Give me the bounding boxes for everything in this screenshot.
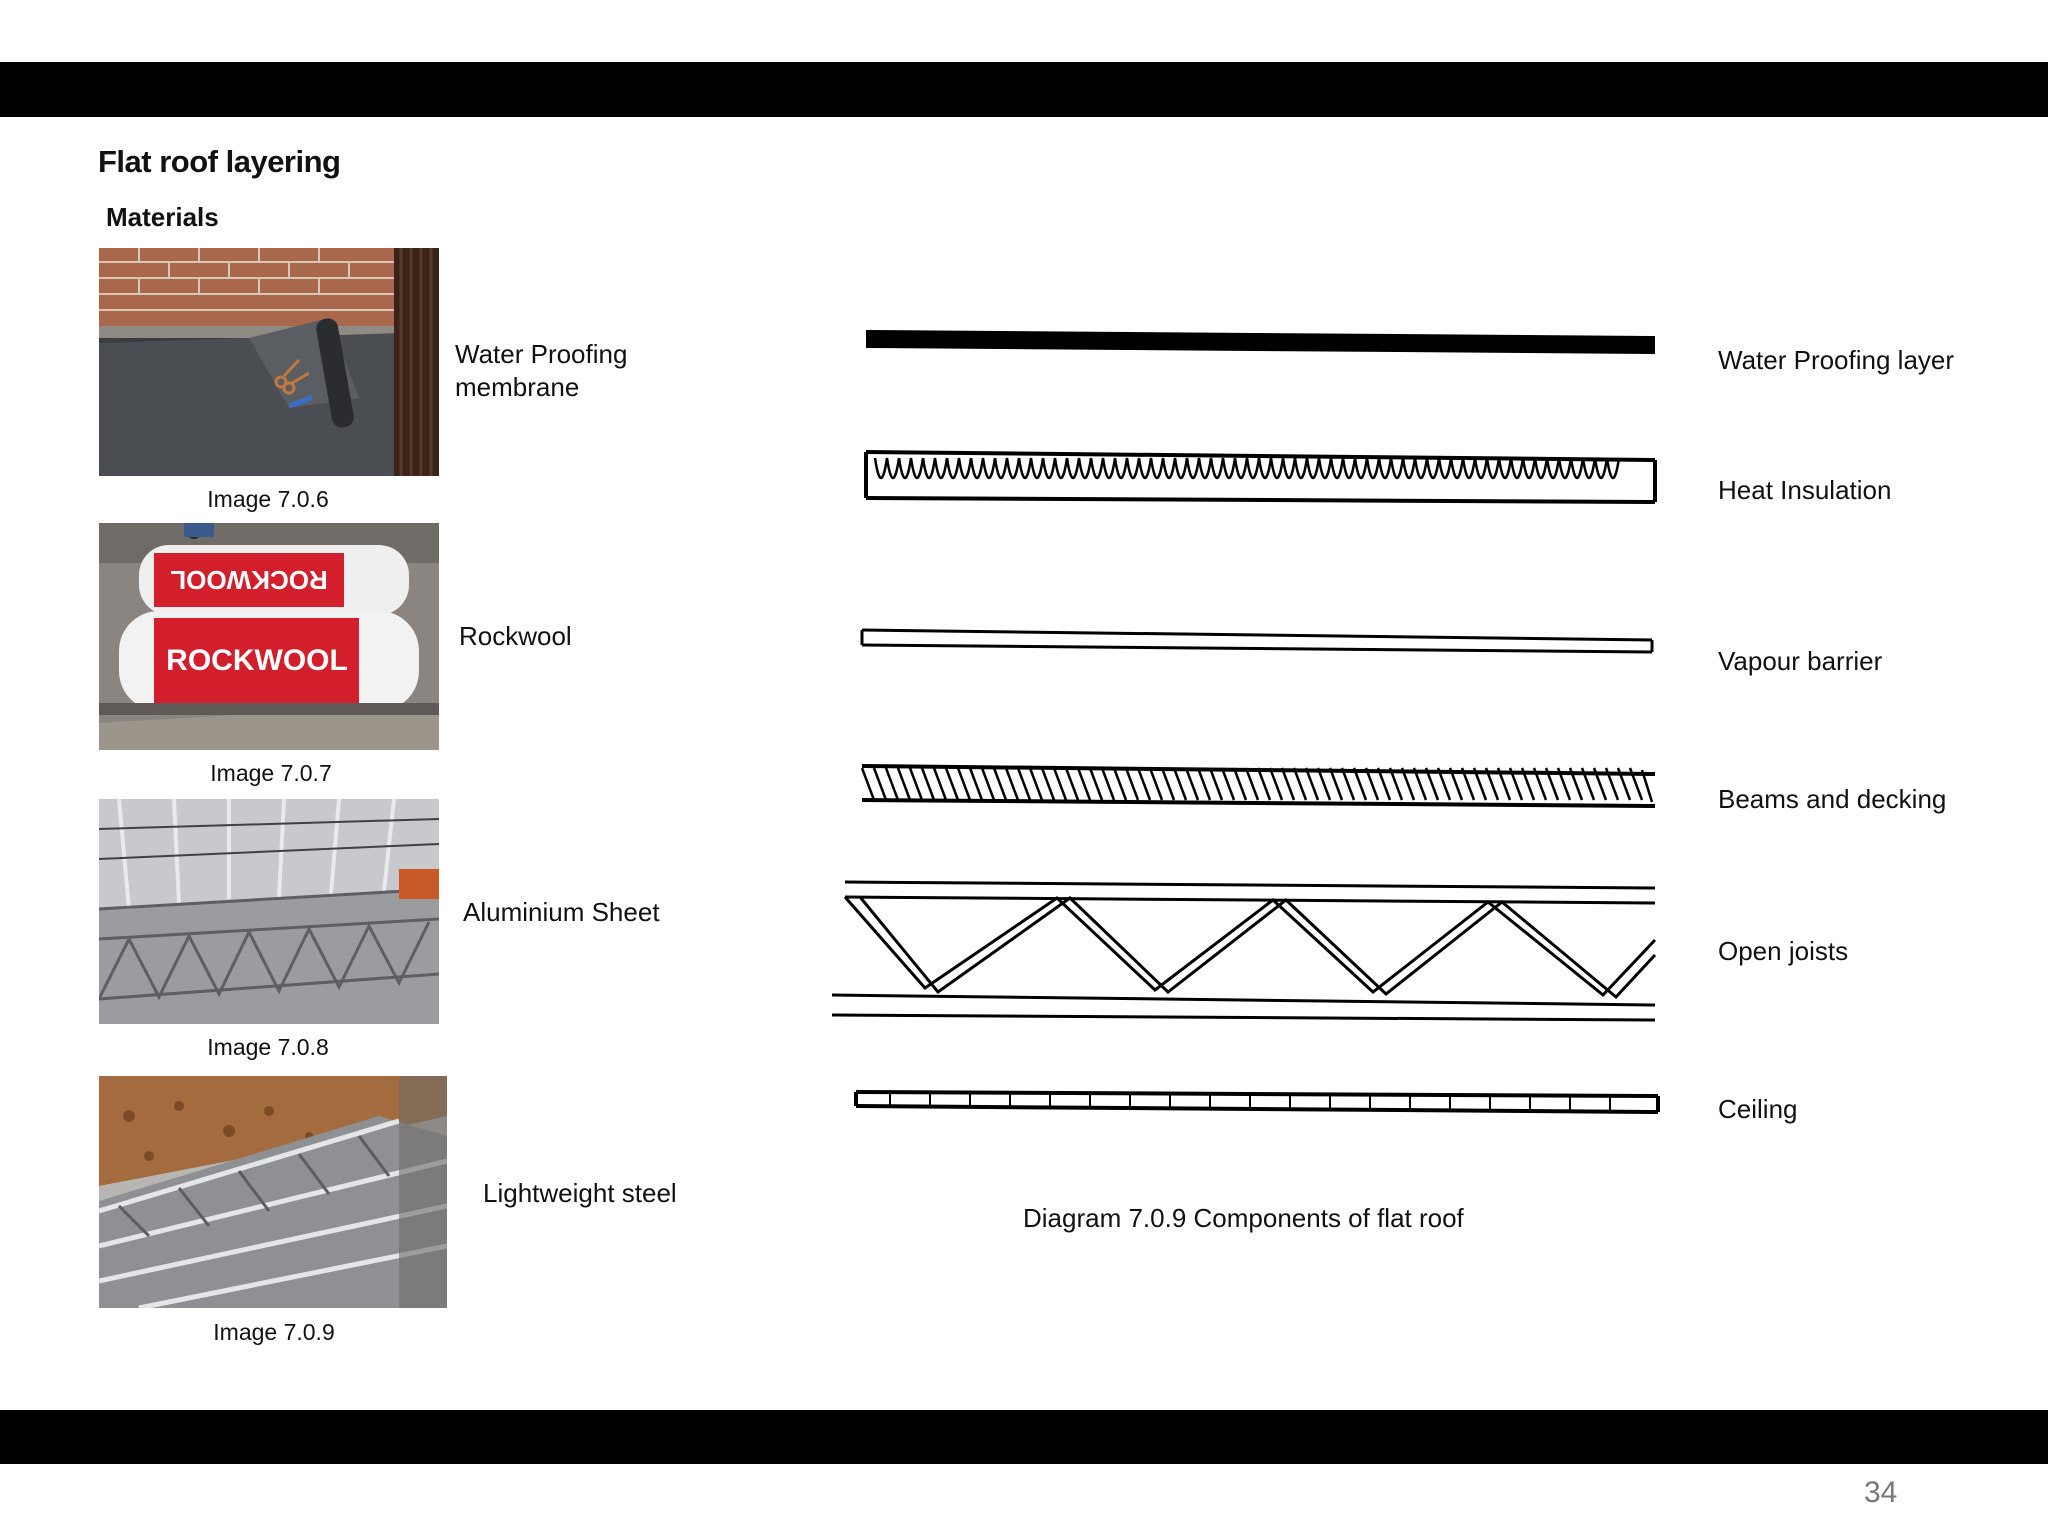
material-label-line: Aluminium Sheet [463,897,660,927]
open-joists-drawing [832,882,1655,1020]
material-label-aluminium [463,896,660,929]
waterproofing-membrane-photo [99,248,439,476]
heat-insulation-drawing [866,452,1655,502]
vapour-barrier-drawing [862,630,1652,652]
rockwool-brand-text: ROCKWOOL [166,644,348,677]
material-label-waterproofing [455,338,627,404]
top-black-band [0,62,2048,117]
layer-label-vapour-barrier: Vapour barrier [1718,646,1883,676]
lightweight-steel-photo [99,1076,447,1308]
material-label-line: Water Proofing [455,339,628,369]
layer-label-ceiling: Ceiling [1718,1094,1798,1124]
layer-label-heat-insulation: Heat Insulation [1718,475,1892,505]
ceiling-drawing [856,1092,1658,1112]
rockwool-photo [99,523,439,750]
material-label-line: membrane [455,372,580,402]
material-label-line: Rockwool [459,621,572,651]
page-number: 34 [1864,1476,1898,1509]
material-label-rockwool [459,620,572,653]
photo-caption: Image 7.0.6 [207,486,329,512]
aluminium-sheet-photo [99,799,439,1024]
layer-label-open-joists: Open joists [1718,936,1849,966]
flat-roof-diagram [820,300,1670,1135]
section-subtitle: Materials [106,202,219,232]
photo-caption: Image 7.0.8 [207,1034,329,1060]
material-label-line: Lightweight steel [483,1178,677,1208]
rockwool-brand-text: ROCKWOOL [170,565,328,595]
waterproofing-layer-drawing [866,330,1655,354]
beams-decking-drawing [862,766,1655,806]
material-label-lightweight-steel [483,1177,677,1210]
layer-label-beams-decking: Beams and decking [1718,784,1947,814]
layer-label-waterproofing: Water Proofing layer [1718,345,1955,375]
photo-caption: Image 7.0.9 [213,1319,335,1345]
diagram-caption: Diagram 7.0.9 Components of flat roof [1023,1203,1464,1233]
photo-caption: Image 7.0.7 [210,760,332,786]
bottom-black-band [0,1410,2048,1464]
page-title: Flat roof layering [98,144,341,179]
